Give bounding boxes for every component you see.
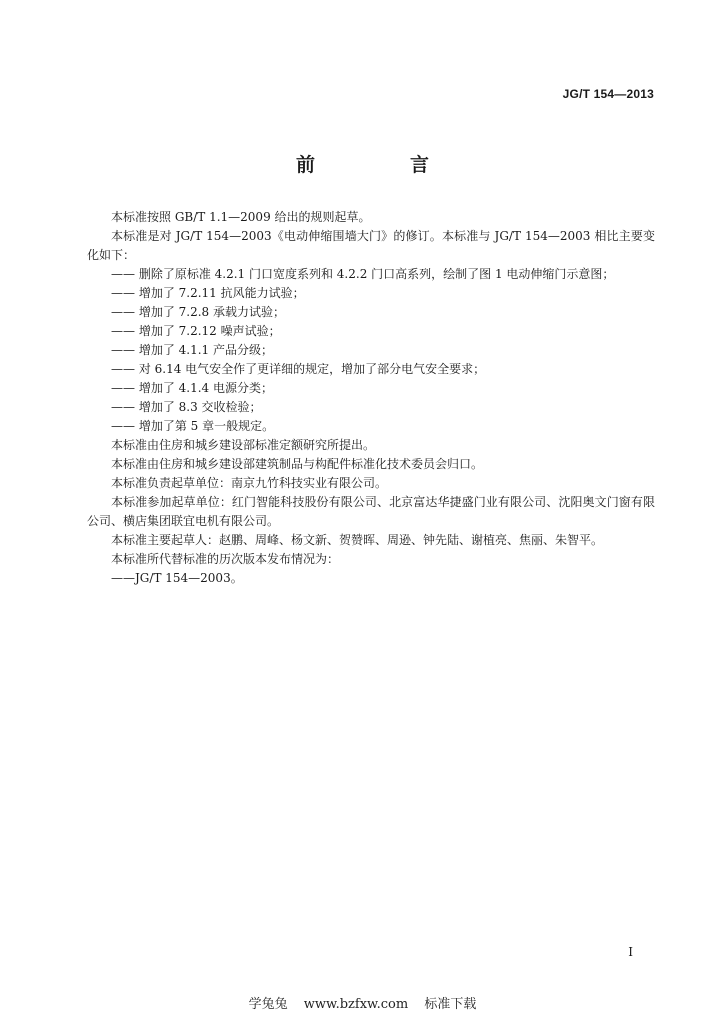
page-number: I [628,945,633,959]
list-item: —— 增加了 4.1.4 电源分类； [111,381,273,395]
paragraph: 本标准主要起草人：赵鹏、周峰、杨文新、贺赞晖、周逊、钟先陆、谢植亮、焦丽、朱智平。 [111,533,604,547]
page-title: 前 言 [295,154,467,176]
list-item: —— 增加了 7.2.11 抗风能力试验； [111,286,305,300]
footer-watermark [0,993,725,1012]
paragraph: 本标准由住房和城乡建设部建筑制品与构配件标准化技术委员会归口。 [111,457,484,471]
history-item: ——JG/T 154—2003。 [111,571,243,585]
paragraph: 本标准负责起草单位：南京九竹科技实业有限公司。 [111,476,388,490]
paragraph: 本标准按照 GB/T 1.1—2009 给出的规则起草。 [111,210,371,224]
footer-url-link[interactable]: www.bzfxw.com [303,997,409,1012]
list-item: —— 删除了原标准 4.2.1 门口宽度系列和 4.2.2 门口高系列，绘制了图 1 电动伸缩门示意图； [111,267,615,281]
list-item: —— 增加了 4.1.1 产品分级； [111,343,273,357]
standard-code: JG/T 154—2013 [562,87,654,101]
footer-site-name: 学兔兔 [248,997,288,1012]
paragraph: 本标准参加起草单位：红门智能科技股份有限公司、北京富达华捷盛门业有限公司、沈阳奥文门窗有限公司、横店集团联宜电机有限公司。 [87,495,655,528]
paragraph: 本标准所代替标准的历次版本发布情况为： [111,552,340,566]
list-item: —— 对 6.14 电气安全作了更详细的规定，增加了部分电气安全要求； [111,362,486,376]
paragraph: 本标准由住房和城乡建设部标准定额研究所提出。 [111,438,376,452]
change-list [87,265,655,436]
paragraph: 本标准是对 JG/T 154—2003《电动伸缩围墙大门》的修订。本标准与 JG/T 154—2003 相比主要变化如下： [87,229,655,262]
footer-tagline: 标准下载 [424,997,477,1012]
list-item: —— 增加了 7.2.12 噪声试验； [111,324,281,338]
list-item: —— 增加了 8.3 交收检验； [111,400,262,414]
document-body [87,208,655,588]
list-item: —— 增加了第 5 章一般规定。 [111,419,275,433]
list-item: —— 增加了 7.2.8 承载力试验； [111,305,285,319]
